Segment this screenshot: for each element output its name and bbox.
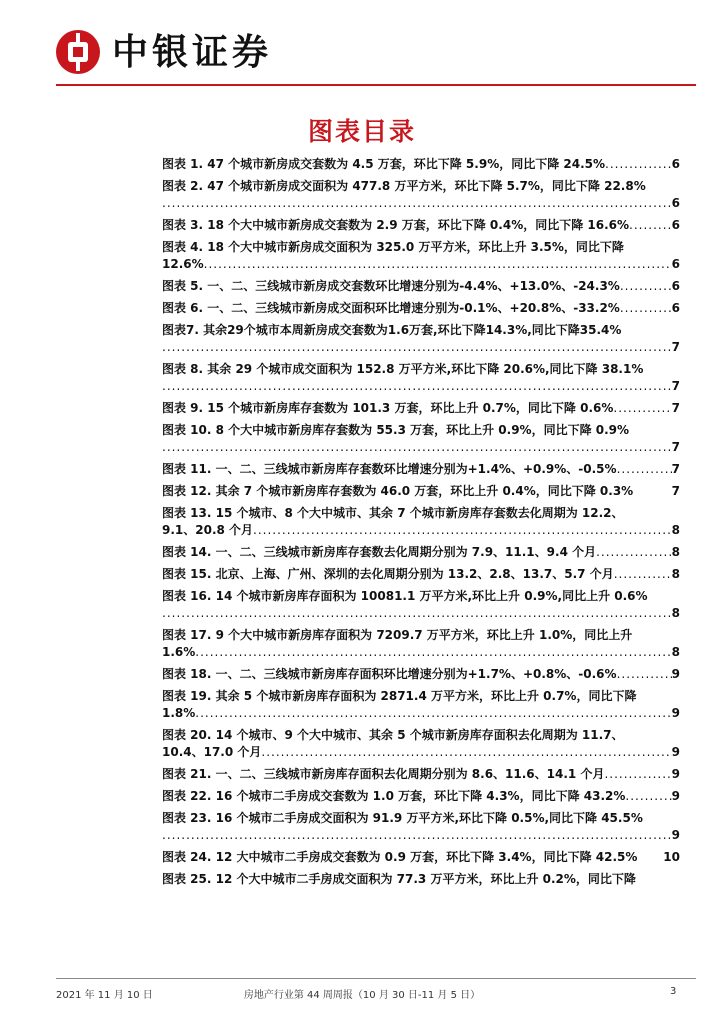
footer-rule <box>56 978 696 979</box>
toc-entry-text: 图表 2. 47 个城市新房成交面积为 477.8 万平方米，环比下降 5.7%，同比下降 22.8% <box>162 179 646 193</box>
toc-entry-page: 9 <box>671 767 680 781</box>
toc-entry[interactable] <box>162 810 680 844</box>
toc-entry-text: 图表 21. 一、二、三线城市新房库存面积去化周期分别为 8.6、11.6、14.1 个月 <box>162 767 605 781</box>
toc-leader-dots <box>204 256 672 273</box>
toc-entry[interactable] <box>162 300 680 317</box>
toc-entry-text: 图表 9. 15 个城市新房库存套数为 101.3 万套，环比上升 0.7%，同比下降 0.6% <box>162 401 614 415</box>
toc-entry[interactable] <box>162 156 680 173</box>
toc-entry-text-continued: 12.6% <box>162 257 204 271</box>
toc-leader-dots <box>614 566 672 583</box>
toc-leader-dots <box>195 705 671 722</box>
toc-entry-page: 8 <box>671 606 680 620</box>
toc-leader-dots <box>613 400 671 417</box>
toc-entry[interactable] <box>162 871 680 888</box>
table-of-figures <box>162 156 680 893</box>
toc-entry[interactable] <box>162 627 680 661</box>
toc-entry-page: 8 <box>671 545 680 559</box>
toc-entry-text-continued: 1.8% <box>162 706 196 720</box>
toc-leader-dots <box>617 666 672 683</box>
toc-entry-text-continued: 10.4、17.0 个月 <box>162 745 262 759</box>
toc-entry[interactable] <box>162 688 680 722</box>
toc-entry[interactable] <box>162 849 680 866</box>
toc-leader-dots <box>162 378 672 395</box>
toc-entry[interactable] <box>162 727 680 761</box>
toc-entry-text: 图表 23. 16 个城市二手房成交面积为 91.9 万平方米,环比下降 0.5%,同比下降 45.5% <box>162 811 643 825</box>
toc-leader-dots <box>195 644 671 661</box>
toc-entry[interactable] <box>162 422 680 456</box>
toc-entry-text: 图表 17. 9 个大中城市新房库存面积为 7209.7 万平方米，环比上升 1.0%，同比上升 <box>162 628 633 642</box>
toc-leader-dots <box>162 439 672 456</box>
toc-entry-text: 图表 15. 北京、上海、广州、深圳的去化周期分别为 13.2、2.8、13.7、5.7 个月 <box>162 567 614 581</box>
toc-entry-text: 图表7. 其余29个城市本周新房成交套数为1.6万套,环比下降14.3%,同比下降35.4% <box>162 323 622 337</box>
toc-entry[interactable] <box>162 566 680 583</box>
toc-entry[interactable] <box>162 361 680 395</box>
toc-entry-text: 图表 4. 18 个大中城市新房成交面积为 325.0 万平方米，环比上升 3.5%，同比下降 <box>162 240 624 254</box>
toc-entry-page: 7 <box>671 379 680 393</box>
toc-entry-page: 9 <box>671 828 680 842</box>
toc-leader-dots <box>162 195 672 212</box>
toc-entry-text: 图表 10. 8 个大中城市新房库存套数为 55.3 万套，环比上升 0.9%，同比下降 0.9% <box>162 423 630 437</box>
toc-entry-page: 6 <box>671 157 680 171</box>
toc-entry-page: 6 <box>671 257 680 271</box>
toc-entry-text: 图表 19. 其余 5 个城市新房库存面积为 2871.4 万平方米，环比上升 0.7%，同比下降 <box>162 689 637 703</box>
toc-leader-dots <box>617 461 672 478</box>
toc-leader-dots <box>620 300 672 317</box>
toc-entry-page: 8 <box>671 645 680 659</box>
toc-entry-text: 图表 20. 14 个城市、9 个大中城市、其余 5 个城市新房库存面积去化周期为 11.7、 <box>162 728 624 742</box>
toc-leader-dots <box>162 605 672 622</box>
toc-entry-page: 6 <box>671 218 680 232</box>
toc-entry[interactable] <box>162 239 680 273</box>
toc-entry-text: 图表 16. 14 个城市新房库存面积为 10081.1 万平方米,环比上升 0.9%,同比上升 0.6% <box>162 589 648 603</box>
toc-entry-page: 9 <box>671 789 680 803</box>
footer-page-number: 3 <box>670 986 677 997</box>
toc-entry-text: 图表 6. 一、二、三线城市新房成交面积环比增速分别为-0.1%、+20.8%、-33.2% <box>162 301 620 315</box>
toc-entry[interactable] <box>162 178 680 212</box>
toc-entry-page: 6 <box>671 196 680 210</box>
toc-entry-page: 7 <box>671 484 680 498</box>
toc-entry[interactable] <box>162 461 680 478</box>
toc-entry[interactable] <box>162 278 680 295</box>
toc-leader-dots <box>605 156 672 173</box>
toc-leader-dots <box>604 766 671 783</box>
toc-entry-page: 7 <box>671 340 680 354</box>
toc-leader-dots <box>620 278 672 295</box>
toc-entry[interactable] <box>162 666 680 683</box>
bank-logo-icon <box>56 30 100 74</box>
toc-entry-page: 7 <box>671 440 680 454</box>
toc-leader-dots <box>162 827 672 844</box>
toc-entry-text: 图表 13. 15 个城市、8 个大中城市、其余 7 个城市新房库存套数去化周期为 12.2、 <box>162 506 624 520</box>
toc-entry-page: 9 <box>671 706 680 720</box>
toc-entry[interactable] <box>162 483 680 500</box>
toc-leader-dots <box>162 339 672 356</box>
toc-entry[interactable] <box>162 544 680 561</box>
toc-entry-text: 图表 25. 12 个大中城市二手房成交面积为 77.3 万平方米，环比上升 0.2%，同比下降 <box>162 872 636 886</box>
toc-entry-page: 7 <box>671 401 680 415</box>
page-title: 图表目录 <box>307 117 416 146</box>
toc-entry[interactable] <box>162 400 680 417</box>
toc-entry-text: 图表 22. 16 个城市二手房成交套数为 1.0 万套，环比下降 4.3%，同比下降 43.2% <box>162 789 626 803</box>
toc-entry-page: 6 <box>671 301 680 315</box>
footer-report-title: 房地产行业第 44 周周报（10 月 30 日-11 月 5 日） <box>243 990 481 1001</box>
toc-entry-page: 10 <box>663 850 680 864</box>
toc-leader-dots <box>625 788 671 805</box>
header <box>56 30 696 78</box>
toc-entry-text: 图表 3. 18 个大中城市新房成交套数为 2.9 万套，环比下降 0.4%，同比下降 16.6% <box>162 218 630 232</box>
toc-entry-text-continued: 1.6% <box>162 645 196 659</box>
brand-name: 中银证券 <box>112 31 273 73</box>
toc-leader-dots <box>253 522 672 539</box>
toc-entry-text-continued: 9.1、20.8 个月 <box>162 523 254 537</box>
toc-entry-text: 图表 24. 12 大中城市二手房成交套数为 0.9 万套，环比下降 3.4%，同比下降 42.5% <box>162 850 638 864</box>
toc-entry[interactable] <box>162 788 680 805</box>
toc-entry-page: 8 <box>671 567 680 581</box>
toc-leader-dots <box>261 744 671 761</box>
toc-entry-page: 9 <box>671 745 680 759</box>
toc-entry-page: 8 <box>671 523 680 537</box>
toc-entry[interactable] <box>162 766 680 783</box>
toc-entry-text: 图表 1. 47 个城市新房成交套数为 4.5 万套，环比下降 5.9%，同比下降 24.5% <box>162 157 606 171</box>
header-rule <box>56 84 696 86</box>
toc-leader-dots <box>596 544 672 561</box>
toc-entry-page: 6 <box>671 279 680 293</box>
toc-entry-text: 图表 14. 一、二、三线城市新房库存套数去化周期分别为 7.9、11.1、9.4 个月 <box>162 545 597 559</box>
toc-entry[interactable] <box>162 322 680 356</box>
toc-entry-text: 图表 8. 其余 29 个城市成交面积为 152.8 万平方米,环比下降 20.6%,同比下降 38.1% <box>162 362 644 376</box>
toc-entry-text: 图表 18. 一、二、三线城市新房库存面积环比增速分别为+1.7%、+0.8%、-0.6% <box>162 667 617 681</box>
toc-entry-text: 图表 11. 一、二、三线城市新房库存套数环比增速分别为+1.4%、+0.9%、-0.5% <box>162 462 617 476</box>
toc-entry-text: 图表 5. 一、二、三线城市新房成交套数环比增速分别为-4.4%、+13.0%、-24.3% <box>162 279 620 293</box>
toc-entry[interactable] <box>162 588 680 622</box>
footer-date: 2021 年 11 月 10 日 <box>56 990 153 1001</box>
toc-leader-dots <box>629 217 672 234</box>
toc-entry-page: 7 <box>671 462 680 476</box>
toc-entry-page: 9 <box>671 667 680 681</box>
toc-entry[interactable] <box>162 505 680 539</box>
toc-entry-text: 图表 12. 其余 7 个城市新房库存套数为 46.0 万套，环比上升 0.4%，同比下降 0.3% <box>162 484 634 498</box>
toc-entry[interactable] <box>162 217 680 234</box>
